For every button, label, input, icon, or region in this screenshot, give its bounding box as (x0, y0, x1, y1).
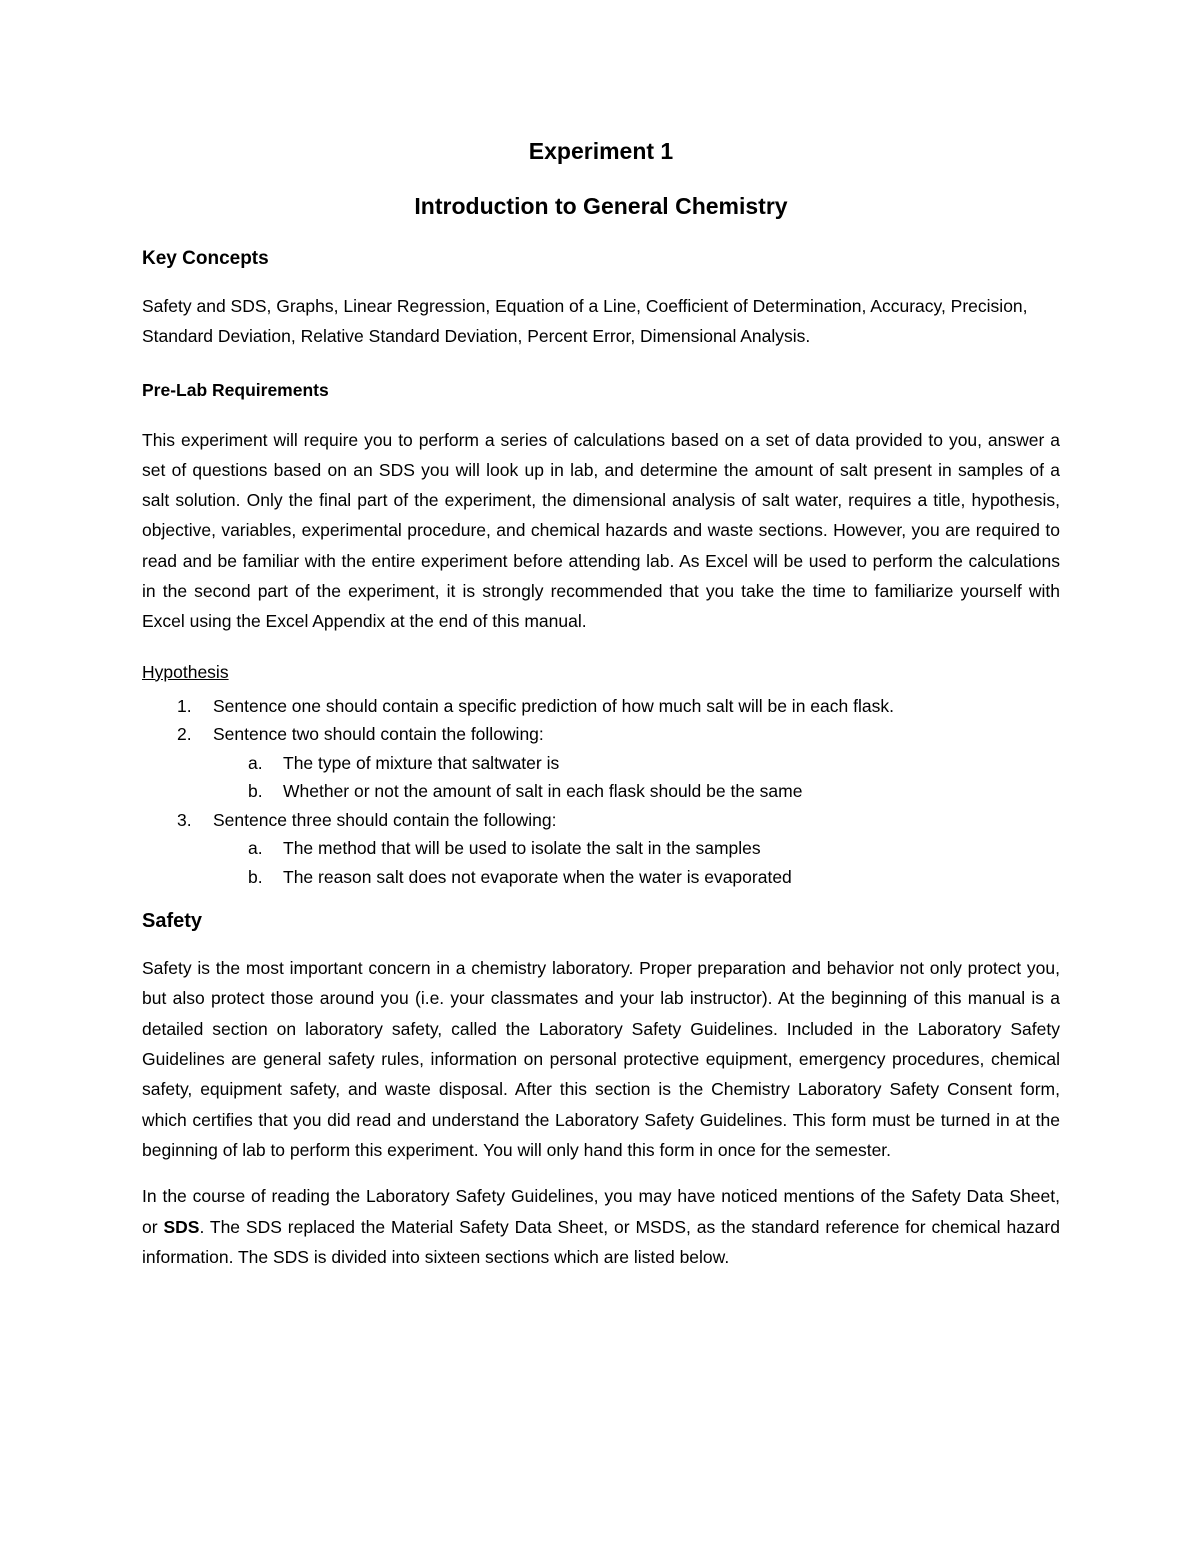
list-item-number: 3. (177, 809, 192, 830)
key-concepts-text: Safety and SDS, Graphs, Linear Regression, Equation of a Line, Coefficient of Determination, Accuracy, Precision, Standard Deviation, Relative Standard Deviation, Percent Error, Dimensional Analysis. (142, 295, 1028, 347)
list-item (142, 692, 1060, 721)
list-subitem-letter: b. (248, 866, 263, 887)
list-subitem-text: The reason salt does not evaporate when the water is evaporated (283, 866, 792, 887)
hypothesis-heading: Hypothesis (142, 661, 229, 682)
list-subitem-letter: b. (248, 781, 263, 802)
list-item-text: Sentence two should contain the following: (213, 724, 544, 745)
list-item (142, 806, 1060, 835)
prelab-heading: Pre-Lab Requirements (142, 379, 329, 400)
list-subitem (142, 863, 1060, 892)
document-subtitle: Introduction to General Chemistry (414, 192, 788, 219)
key-concepts-heading: Key Concepts (142, 248, 269, 270)
list-subitem-text: The method that will be used to isolate the salt in the samples (283, 838, 761, 859)
safety-paragraph-2 (142, 1181, 1060, 1272)
hypothesis-list (142, 692, 1060, 892)
list-subitem-letter: a. (248, 838, 263, 859)
list-item-text: Sentence three should contain the following: (213, 809, 557, 830)
list-subitem-text: The type of mixture that saltwater is (283, 752, 560, 773)
prelab-text: This experiment will require you to perform a series of calculations based on a set of data provided to you, answer a set of questions based on an SDS you will look up in lab, and determine the amount of salt present in samples of a salt solution. Only the final part of the experiment, the dimensional analysis of salt water, requires a title, hypothesis, objective, variables, experimental procedure, and chemical hazards and waste sections. However, you are required to read and be familiar with the entire experiment before attending lab. As Excel will be used to perform the calculations in the second part of the experiment, it is strongly recommended that you take the time to familiarize yourself with Excel using the Excel Appendix at the end of this manual. (142, 429, 1060, 632)
document-title: Experiment 1 (528, 138, 674, 164)
list-item-number: 2. (177, 724, 192, 745)
safety-paragraph-2-end: . The SDS replaced the Material Safety Data Sheet, or MSDS, as the standard reference for chemical hazard information. The SDS is divided into sixteen sections which are listed below. (142, 1216, 1060, 1267)
list-item-number: 1. (177, 695, 192, 716)
list-subitem (142, 777, 1060, 806)
document-page (142, 138, 1060, 1272)
safety-paragraph-1: Safety is the most important concern in a chemistry laboratory. Proper preparation and behavior not only protect you, but also protect those around you (i.e. your classmates and your lab instructor). At the beginning of this manual is a detailed section on laboratory safety, called the Laboratory Safety Guidelines. Included in the Laboratory Safety Guidelines are general safety rules, information on personal protective equipment, emergency procedures, chemical safety, equipment safety, and waste disposal. After this section is the Chemistry Laboratory Safety Consent form, which certifies that you did read and understand the Laboratory Safety Guidelines. This form must be turned in at the beginning of lab to perform this experiment. You will only hand this form in once for the semester. (142, 958, 1060, 1160)
list-subitem-text: Whether or not the amount of salt in each flask should be the same (283, 781, 803, 802)
safety-heading: Safety (142, 910, 203, 933)
list-item-text: Sentence one should contain a specific prediction of how much salt will be in each flask. (213, 695, 894, 716)
list-subitem (142, 749, 1060, 778)
list-subitem (142, 834, 1060, 863)
list-item (142, 720, 1060, 749)
sds-bold-term: SDS (163, 1216, 200, 1237)
safety-paragraph-2-start: In the course of reading the Laboratory Safety Guidelines, you may have noticed mentions of the Safety Data Sheet, or (142, 1186, 1060, 1237)
list-subitem-letter: a. (248, 752, 263, 773)
